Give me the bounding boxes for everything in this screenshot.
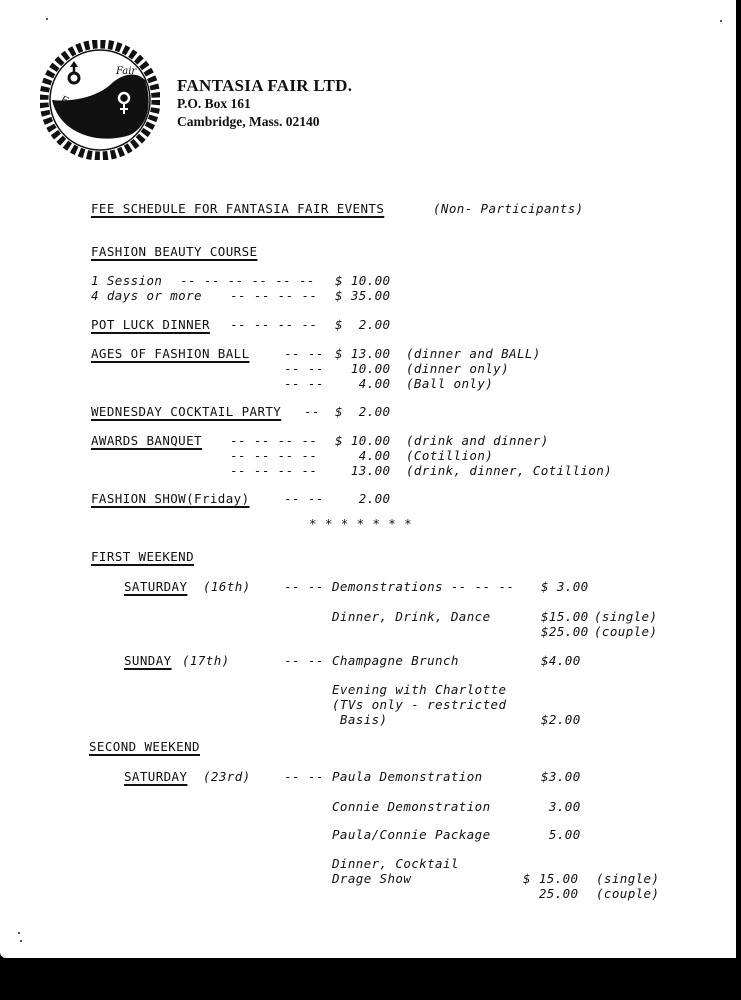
event-heading: AWARDS BANQUET [91, 433, 202, 448]
fee-note: (couple) [596, 886, 660, 901]
day-date: (17th) [182, 653, 230, 668]
fee-dashes: -- -- -- -- [230, 288, 318, 303]
scan-speck [720, 20, 722, 22]
fee-label: Paula/Connie Package [332, 827, 491, 842]
fee-note: (dinner only) [406, 361, 510, 376]
fee-note: (single) [594, 609, 658, 624]
fee-price: $ 13.00 [335, 346, 391, 361]
fee-price: $ 35.00 [335, 288, 391, 303]
fee-dashes: -- -- -- -- [230, 317, 318, 332]
fee-price: $15.00 [541, 609, 589, 624]
fee-label-line3: Basis) [332, 712, 388, 727]
event-heading: WEDNESDAY COCKTAIL PARTY [91, 404, 282, 419]
fee-label: Evening with Charlotte [332, 682, 507, 697]
fee-dashes: -- -- [284, 376, 324, 391]
fee-price: $ 2.00 [335, 404, 391, 419]
fee-price: 3.00 [541, 799, 581, 814]
fee-price: $ 3.00 [541, 579, 589, 594]
fee-price: $3.00 [541, 769, 581, 784]
day-heading: SATURDAY [124, 579, 188, 594]
day-date: (16th) [203, 579, 251, 594]
fee-price: $2.00 [541, 712, 581, 727]
fee-dashes: -- -- [284, 346, 324, 361]
page-title: FEE SCHEDULE FOR FANTASIA FAIR EVENTS [91, 201, 385, 216]
fee-price: 25.00 [523, 886, 579, 901]
weekend-heading: SECOND WEEKEND [89, 739, 200, 754]
logo-text-fantasia: Fantasia [58, 94, 104, 120]
fee-price: 10.00 [335, 361, 391, 376]
fee-dashes: -- -- [284, 769, 324, 784]
day-heading: SATURDAY [124, 769, 188, 784]
fee-note: (single) [596, 871, 660, 886]
fee-price: $ 10.00 [335, 433, 391, 448]
fee-note: (drink and dinner) [406, 433, 549, 448]
fee-price: $ 2.00 [335, 317, 391, 332]
fee-price: 5.00 [541, 827, 581, 842]
scan-speck [20, 940, 22, 942]
fee-label: Dinner, Drink, Dance [332, 609, 491, 624]
scan-speck [46, 18, 48, 20]
scan-border [736, 0, 741, 1000]
fee-price: 13.00 [335, 463, 391, 478]
fee-label: 4 days or more [91, 288, 202, 303]
separator-asterisks: * * * * * * * [309, 516, 413, 531]
fee-dashes: -- -- [284, 361, 324, 376]
logo-text-fair: Fair [116, 66, 137, 77]
fee-price: $4.00 [541, 653, 581, 668]
fee-label: Demonstrations -- -- -- [332, 579, 515, 594]
fee-price: $ 15.00 [523, 871, 579, 886]
weekend-heading: FIRST WEEKEND [91, 549, 195, 564]
fee-dashes: -- -- -- -- -- -- [180, 273, 315, 288]
fee-note: (dinner and BALL) [406, 346, 541, 361]
event-heading: FASHION SHOW(Friday) [91, 491, 250, 506]
fee-note: (couple) [594, 624, 658, 639]
title-note: (Non- Participants) [433, 201, 584, 216]
fee-dashes: -- -- [284, 653, 324, 668]
fee-price: 4.00 [335, 448, 391, 463]
fee-price: $ 10.00 [335, 273, 391, 288]
fee-price: $25.00 [541, 624, 589, 639]
fee-note: (drink, dinner, Cotillion) [406, 463, 613, 478]
fee-note: (Cotillion) [406, 448, 494, 463]
fee-label: Paula Demonstration [332, 769, 483, 784]
fee-note: (Ball only) [406, 376, 494, 391]
fee-dashes: -- -- -- -- [230, 463, 318, 478]
event-heading: AGES OF FASHION BALL [91, 346, 250, 361]
company-name: FANTASIA FAIR LTD. [177, 76, 353, 95]
fantasia-fair-logo [40, 40, 160, 160]
address-line-2: Cambridge, Mass. 02140 [177, 114, 320, 129]
day-date: (23rd) [203, 769, 251, 784]
fee-label-line2: (TVs only - restricted [332, 697, 507, 712]
fee-label: Champagne Brunch [332, 653, 459, 668]
event-heading: FASHION BEAUTY COURSE [91, 244, 258, 259]
fee-label: Connie Demonstration [332, 799, 491, 814]
fee-price: 4.00 [335, 376, 391, 391]
day-heading: SUNDAY [124, 653, 172, 668]
fee-label: 1 Session [91, 273, 163, 288]
fee-dashes: -- -- [284, 491, 324, 506]
fee-dashes: -- [304, 404, 320, 419]
scan-speck [18, 932, 20, 934]
event-heading: POT LUCK DINNER [91, 317, 210, 332]
address-line-1: P.O. Box 161 [177, 96, 251, 111]
fee-dashes: -- -- [284, 579, 324, 594]
fee-label: Dinner, Cocktail [332, 856, 459, 871]
fee-dashes: -- -- -- -- [230, 448, 318, 463]
fee-price: 2.00 [335, 491, 391, 506]
fee-dashes: -- -- -- -- [230, 433, 318, 448]
fee-label-line2: Drage Show [332, 871, 412, 886]
